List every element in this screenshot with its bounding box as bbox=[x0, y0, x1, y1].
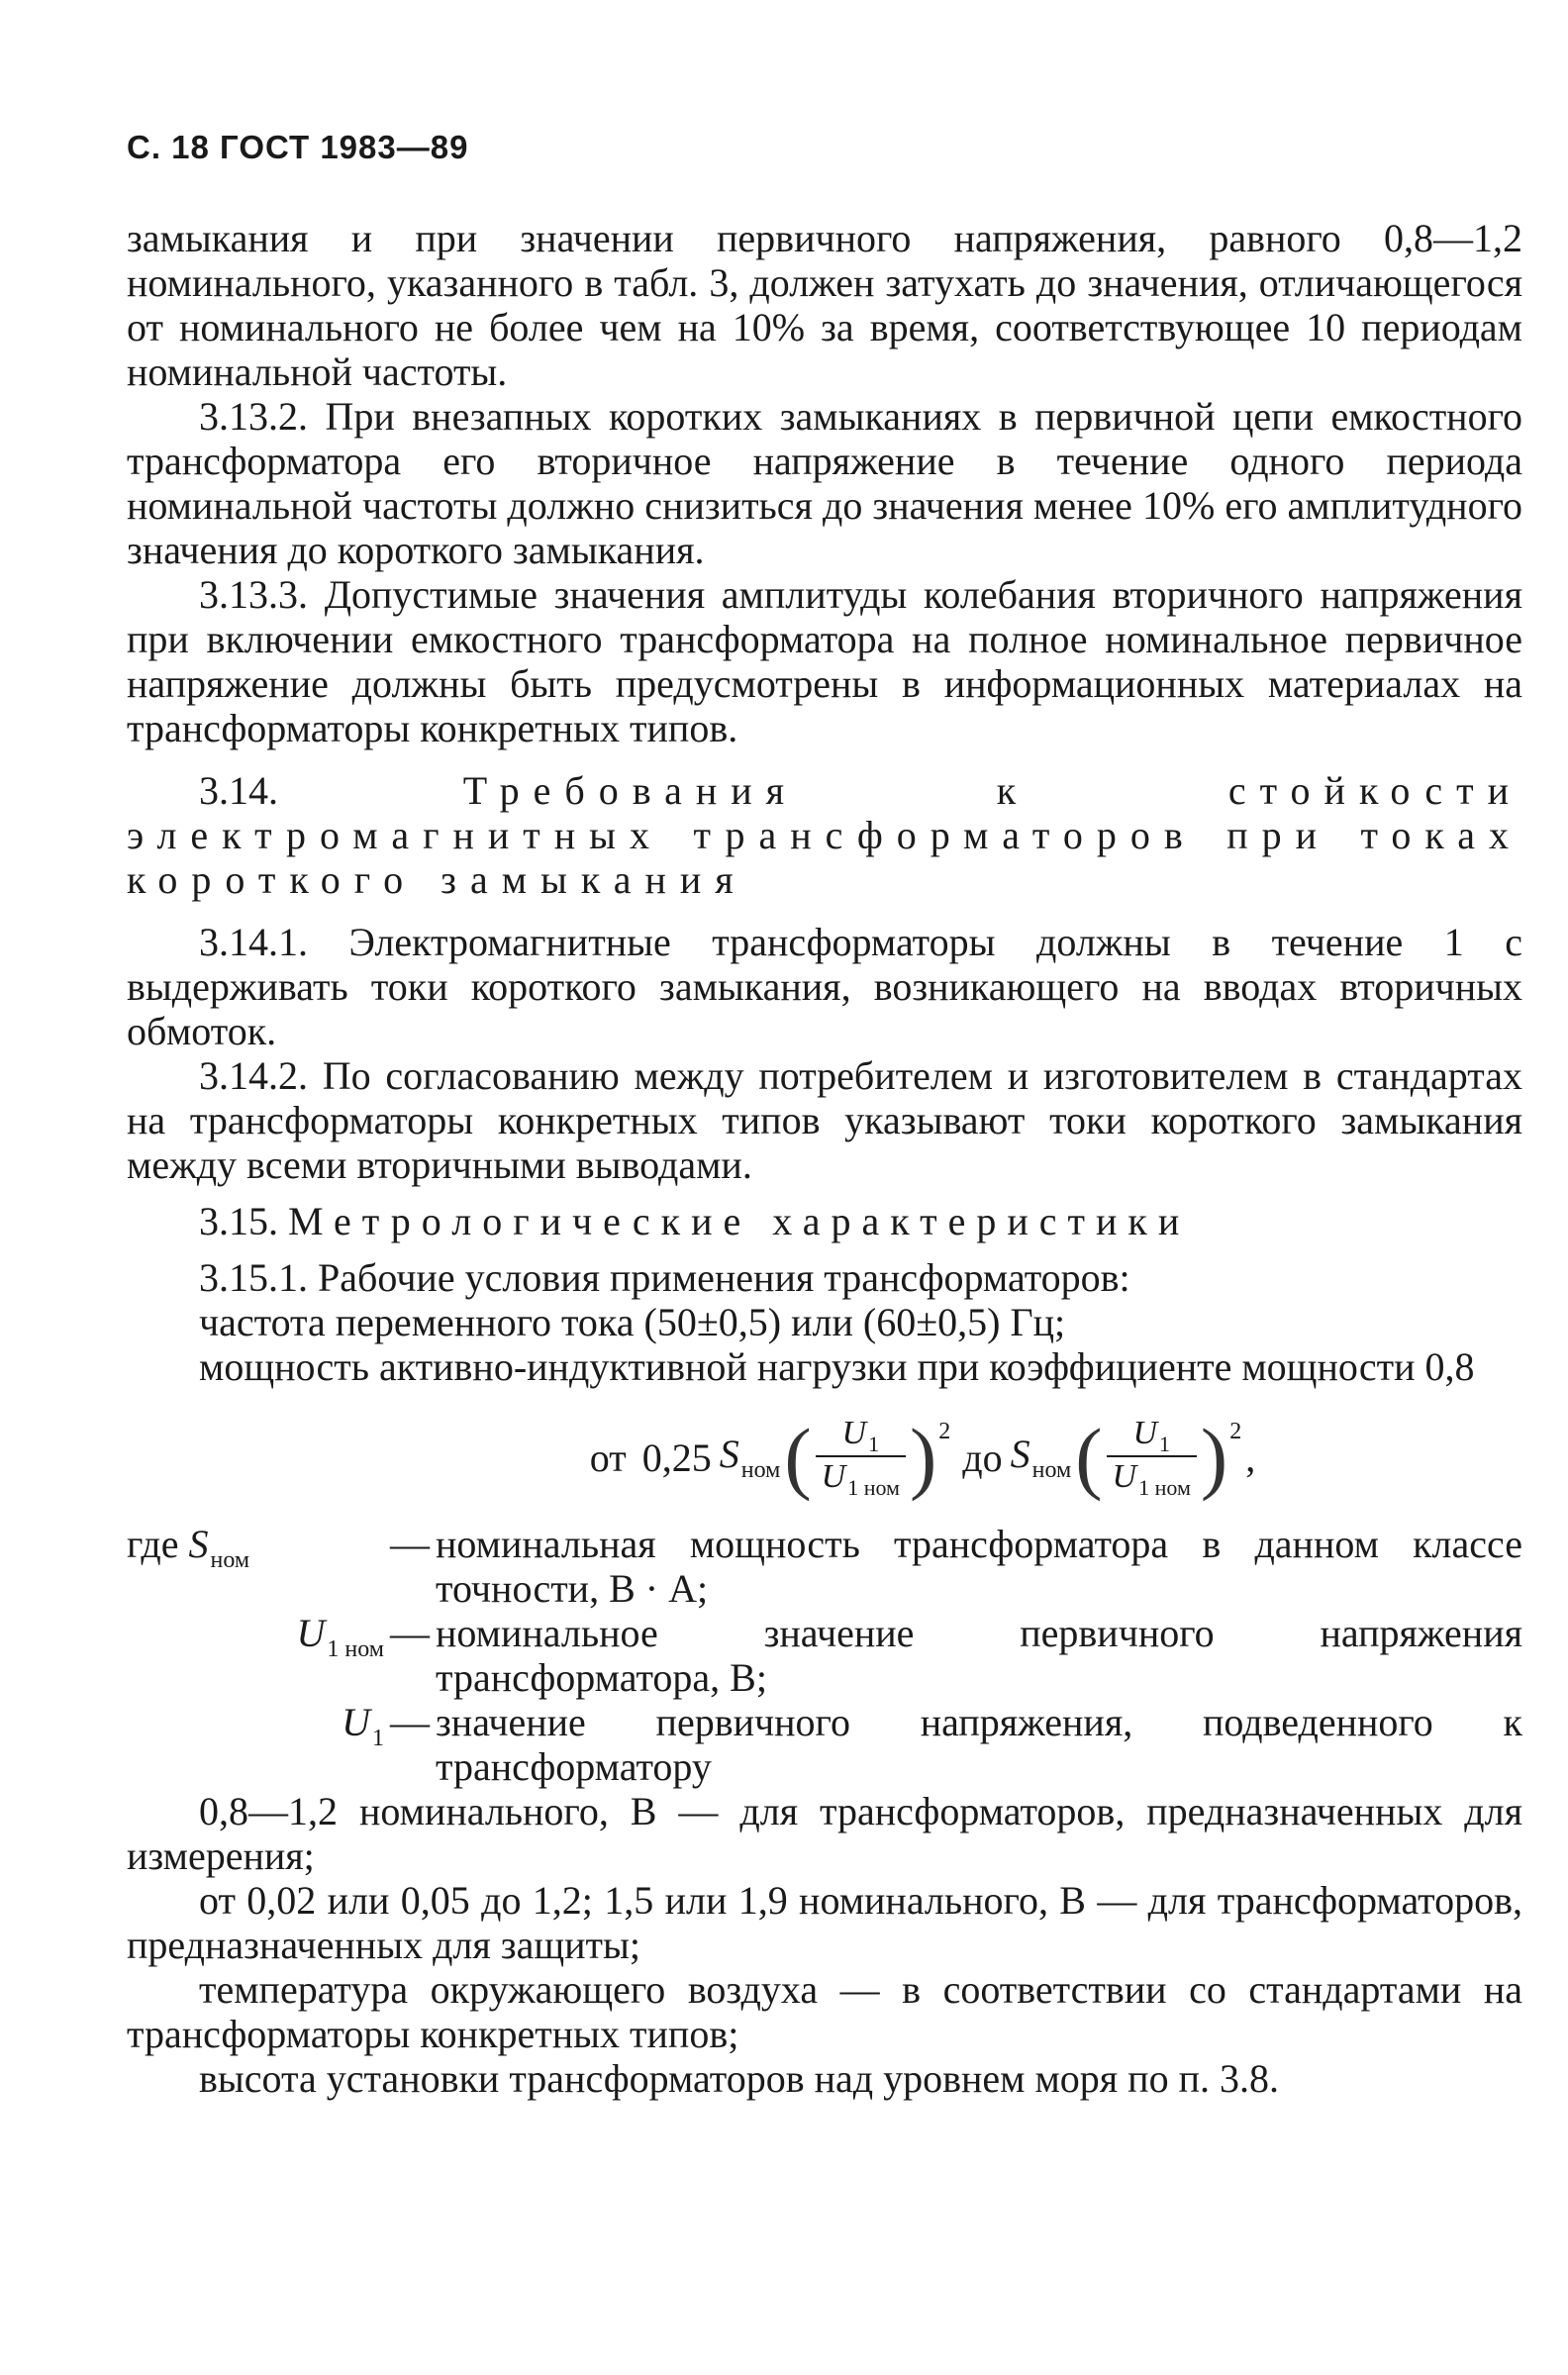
section-heading-3-15 bbox=[127, 1199, 1522, 1243]
condition-load-power: мощность активно-индуктивной нагрузки при коэффициенте мощности 0,8 bbox=[199, 1344, 1475, 1389]
load-power-formula bbox=[315, 1412, 1522, 1502]
definition-u1-nom: $U_{1 ном}$ — номинальное значение первичного напряжения трансформатора, В; bbox=[296, 1611, 1522, 1700]
formula-coefficient: 0,25 bbox=[641, 1435, 712, 1480]
clause-3-13-2: 3.13.2. При внезапных коротких замыканиях в первичной цепи емкостного трансформатора его вторичное напряжение в течение одного периода номинальной частоты должно снизиться до значения менее 10% его амплитудного значения до короткого замыкания. bbox=[127, 394, 1522, 572]
formula-to: до bbox=[962, 1435, 1003, 1480]
section-heading-3-14 bbox=[127, 768, 1522, 902]
formula-end: , bbox=[1245, 1435, 1256, 1480]
formula-s-symbol: $S_{ном}$ bbox=[719, 1432, 781, 1483]
section-title: Требования к стойкости электромагнитных трансформаторов при токах короткого замыкания bbox=[127, 768, 1522, 902]
condition-voltage-measurement: 0,8—1,2 номинального, В — для трансформаторов, предназначенных для измерения; bbox=[127, 1789, 1522, 1878]
condition-voltage-protection: от 0,02 или 0,05 до 1,2; 1,5 или 1,9 номинального, В — для трансформаторов, предназначенных для защиты; bbox=[127, 1878, 1522, 1967]
page-header: С. 18 ГОСТ 1983—89 bbox=[127, 129, 469, 165]
section-title: Метрологические характеристики bbox=[288, 1199, 1191, 1243]
condition-temperature: температура окружающего воздуха — в соответствии со стандартами на трансформаторы конкретных типов; bbox=[127, 1967, 1522, 2056]
clause-3-14-2: 3.14.2. По согласованию между потребителем и изготовителем в стандартах на трансформаторы конкретных типов указывают токи короткого замыкания между всеми вторичными выводами. bbox=[127, 1053, 1522, 1187]
definition-u1: $U_1$ — значение первичного напряжения, подведенного к трансформатору bbox=[342, 1700, 1522, 1789]
formula-ratio-2: ( $\frac{U_1}{U_{1 ном}}$ ) 2 bbox=[1075, 1412, 1242, 1502]
paragraph-continuation: замыкания и при значении первичного напряжения, равного 0,8—1,2 номинального, указанного в табл. 3, должен затухать до значения, отличающегося от номинального не более чем на 10% за время, соответствующее 10 периодам номинальной частоты. bbox=[127, 216, 1522, 394]
formula-s-symbol: $S_{ном}$ bbox=[1010, 1432, 1072, 1483]
document-body bbox=[127, 216, 1522, 2101]
document-page bbox=[127, 129, 1522, 2101]
condition-frequency: частота переменного тока (50±0,5) или (60±0,5) Гц; bbox=[199, 1300, 1066, 1344]
condition-altitude: высота установки трансформаторов над уровнем моря по п. 3.8. bbox=[199, 2056, 1279, 2101]
section-number: 3.15. bbox=[199, 1199, 278, 1243]
clause-3-14-1: 3.14.1. Электромагнитные трансформаторы должны в течение 1 с выдерживать токи короткого замыкания, возникающего на вводах вторичных обмоток. bbox=[127, 920, 1522, 1053]
clause-3-13-3: 3.13.3. Допустимые значения амплитуды колебания вторичного напряжения при включении емкостного трансформатора на полное номинальное первичное напряжение должны быть предусмотрены в информационных материалах на трансформаторы конкретных типов. bbox=[127, 572, 1522, 750]
formula-ratio-1: ( $\frac{U_1}{U_{1 ном}}$ ) 2 bbox=[784, 1412, 951, 1502]
clause-3-15-1: 3.15.1. Рабочие условия применения трансформаторов: bbox=[199, 1255, 1130, 1300]
formula-from: от bbox=[589, 1435, 627, 1480]
section-number: 3.14. bbox=[199, 768, 278, 813]
definition-s-nom: где $S_{ном}$ — номинальная мощность трансформатора в данном классе точности, В · А; bbox=[127, 1522, 1522, 1611]
